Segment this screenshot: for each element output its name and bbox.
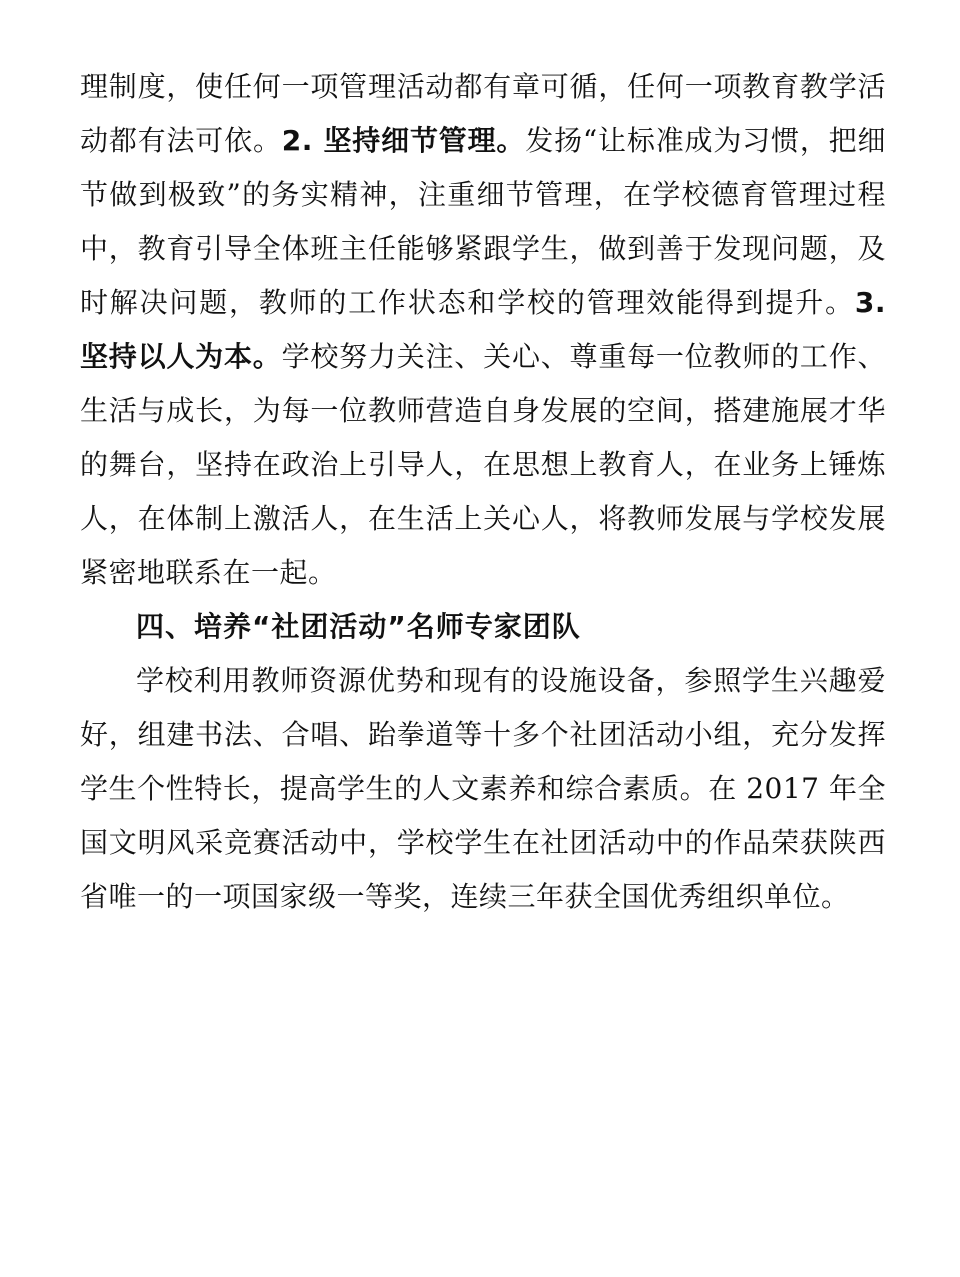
paragraph-line: 的舞台，坚持在政治上引导人，在思想上教育人，在业务上锤炼 xyxy=(80,448,886,481)
bold-number: 3. xyxy=(854,286,886,319)
paragraph-line: 中，教育引导全体班主任能够紧跟学生，做到善于发现问题，及 xyxy=(80,232,886,265)
text-span: 发扬“让标准成为习惯，把细 xyxy=(525,124,886,157)
paragraph-line: 生活与成长，为每一位教师营造自身发展的空间，搭建施展才华 xyxy=(80,394,886,427)
text-span: 时解决问题，教师的工作状态和学校的管理效能得到提升。 xyxy=(80,286,855,319)
paragraph-line: 学校利用教师资源优势和现有的设施设备，参照学生兴趣爱 xyxy=(136,664,886,697)
bold-subheading: 2. 坚持细节管理。 xyxy=(281,124,526,157)
bold-subheading: 坚持以人为本。 xyxy=(80,340,282,373)
text-span: 动都有法可依。 xyxy=(80,124,282,157)
paragraph-line: 人，在体制上激活人，在生活上关心人，将教师发展与学校发展 xyxy=(80,502,886,535)
paragraph-line xyxy=(80,283,886,323)
paragraph-line: 省唯一的一项国家级一等奖，连续三年获全国优秀组织单位。 xyxy=(80,880,850,913)
paragraph-line: 国文明风采竞赛活动中，学校学生在社团活动中的作品荣获陕西 xyxy=(80,826,886,859)
paragraph-line: 紧密地联系在一起。 xyxy=(80,556,337,589)
paragraph-line: 学生个性特长，提高学生的人文素养和综合素质。在 2017 年全 xyxy=(80,772,886,805)
paragraph-line xyxy=(80,337,886,377)
paragraph-line: 节做到极致”的务实精神，注重细节管理，在学校德育管理过程 xyxy=(80,178,886,211)
paragraph-line: 理制度，使任何一项管理活动都有章可循，任何一项教育教学活 xyxy=(80,70,886,103)
paragraph-line xyxy=(80,121,886,161)
paragraph-line: 好，组建书法、合唱、跆拳道等十多个社团活动小组，充分发挥 xyxy=(80,718,886,751)
section-heading: 四、培养“社团活动”名师专家团队 xyxy=(136,610,581,643)
text-span: 学校努力关注、关心、尊重每一位教师的工作、 xyxy=(281,340,886,373)
